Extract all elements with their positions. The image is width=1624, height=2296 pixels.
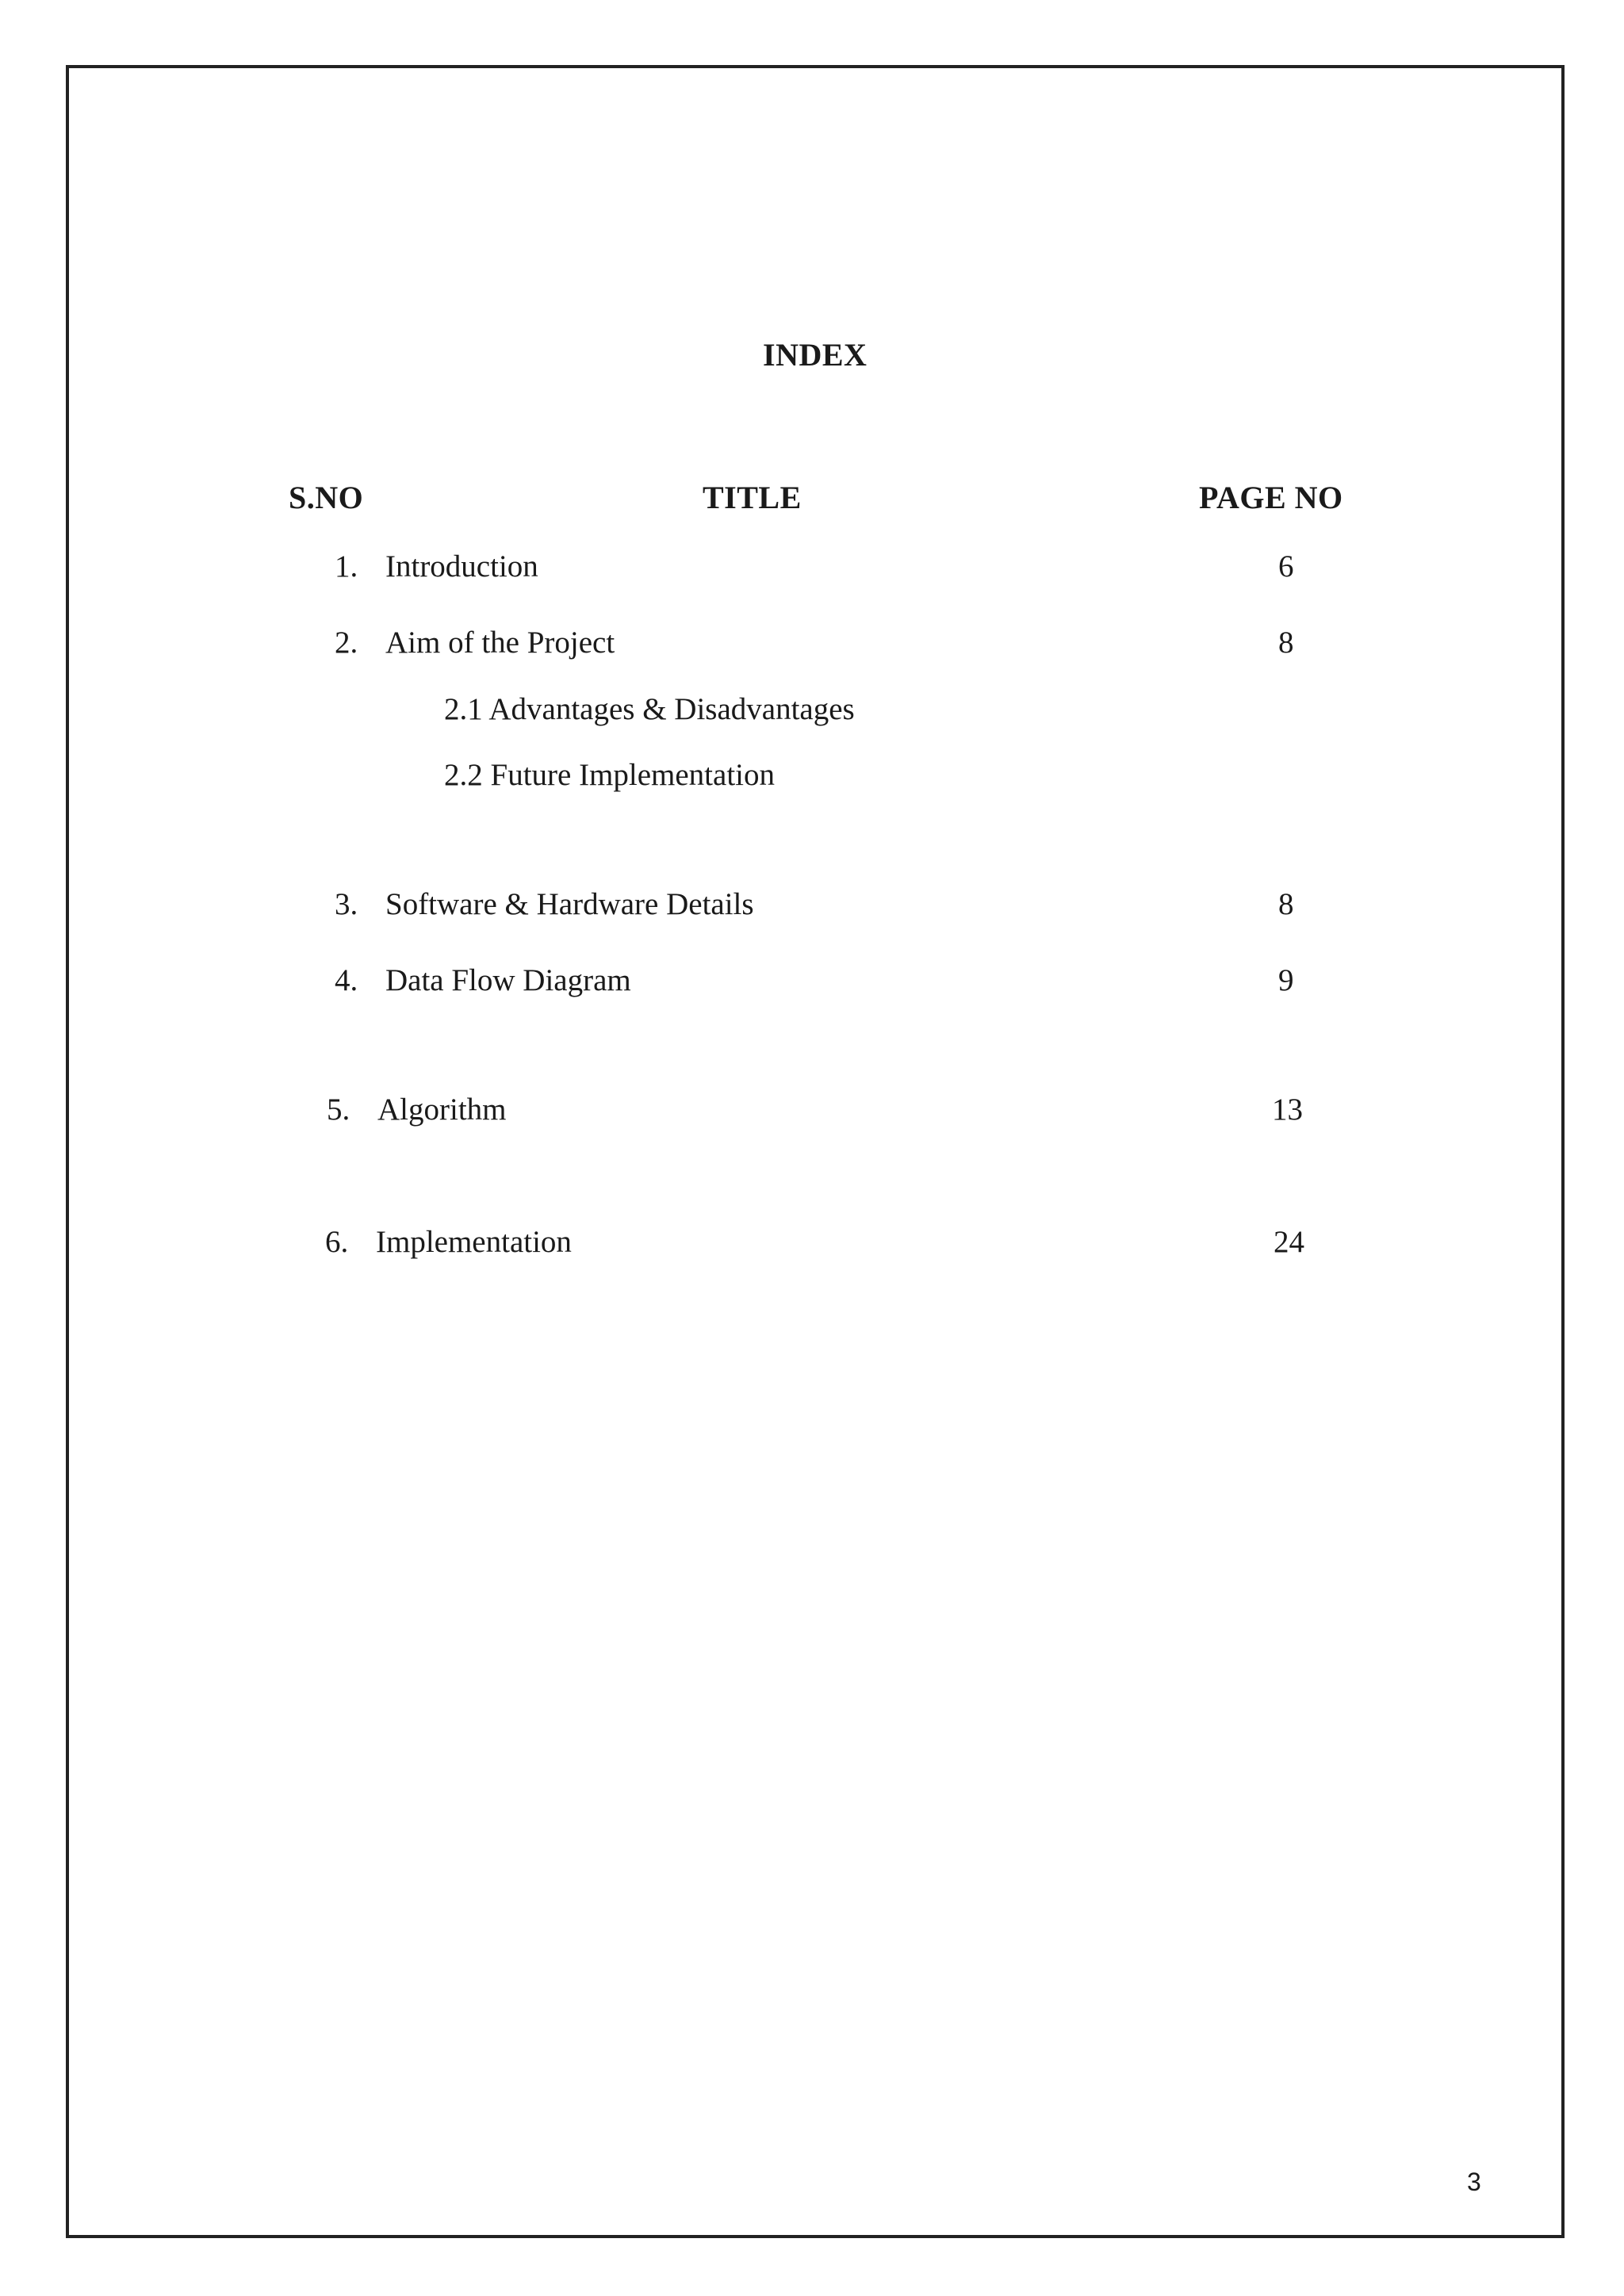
subentry-title: 2.2 Future Implementation: [444, 758, 776, 792]
column-header-page-no: PAGE NO: [1199, 480, 1343, 515]
entry-title: Data Flow Diagram: [385, 963, 631, 997]
entry-number: 1.: [335, 549, 358, 584]
entry-title: Introduction: [385, 549, 538, 584]
page-border: [66, 65, 1565, 2238]
entry-page: 6: [1278, 549, 1294, 584]
entry-number: 3.: [335, 887, 358, 921]
entry-number: 4.: [335, 963, 358, 997]
entry-title: Algorithm: [377, 1093, 507, 1127]
subentry-title: 2.1 Advantages & Disadvantages: [444, 692, 855, 726]
entry-page: 24: [1274, 1225, 1304, 1259]
index-title: INDEX: [763, 337, 868, 373]
column-header-title: TITLE: [703, 480, 802, 515]
entry-page: 8: [1278, 887, 1294, 921]
entry-page: 8: [1278, 626, 1294, 660]
entry-title: Software & Hardware Details: [385, 887, 754, 921]
column-header-sno: S.NO: [289, 480, 364, 515]
entry-page: 9: [1278, 963, 1294, 997]
entry-title: Implementation: [376, 1225, 572, 1259]
entry-title: Aim of the Project: [385, 626, 615, 660]
page-number: 3: [1467, 2168, 1481, 2196]
entry-number: 2.: [335, 626, 358, 660]
entry-page: 13: [1272, 1093, 1303, 1127]
entry-number: 5.: [327, 1093, 350, 1127]
entry-number: 6.: [325, 1225, 349, 1259]
